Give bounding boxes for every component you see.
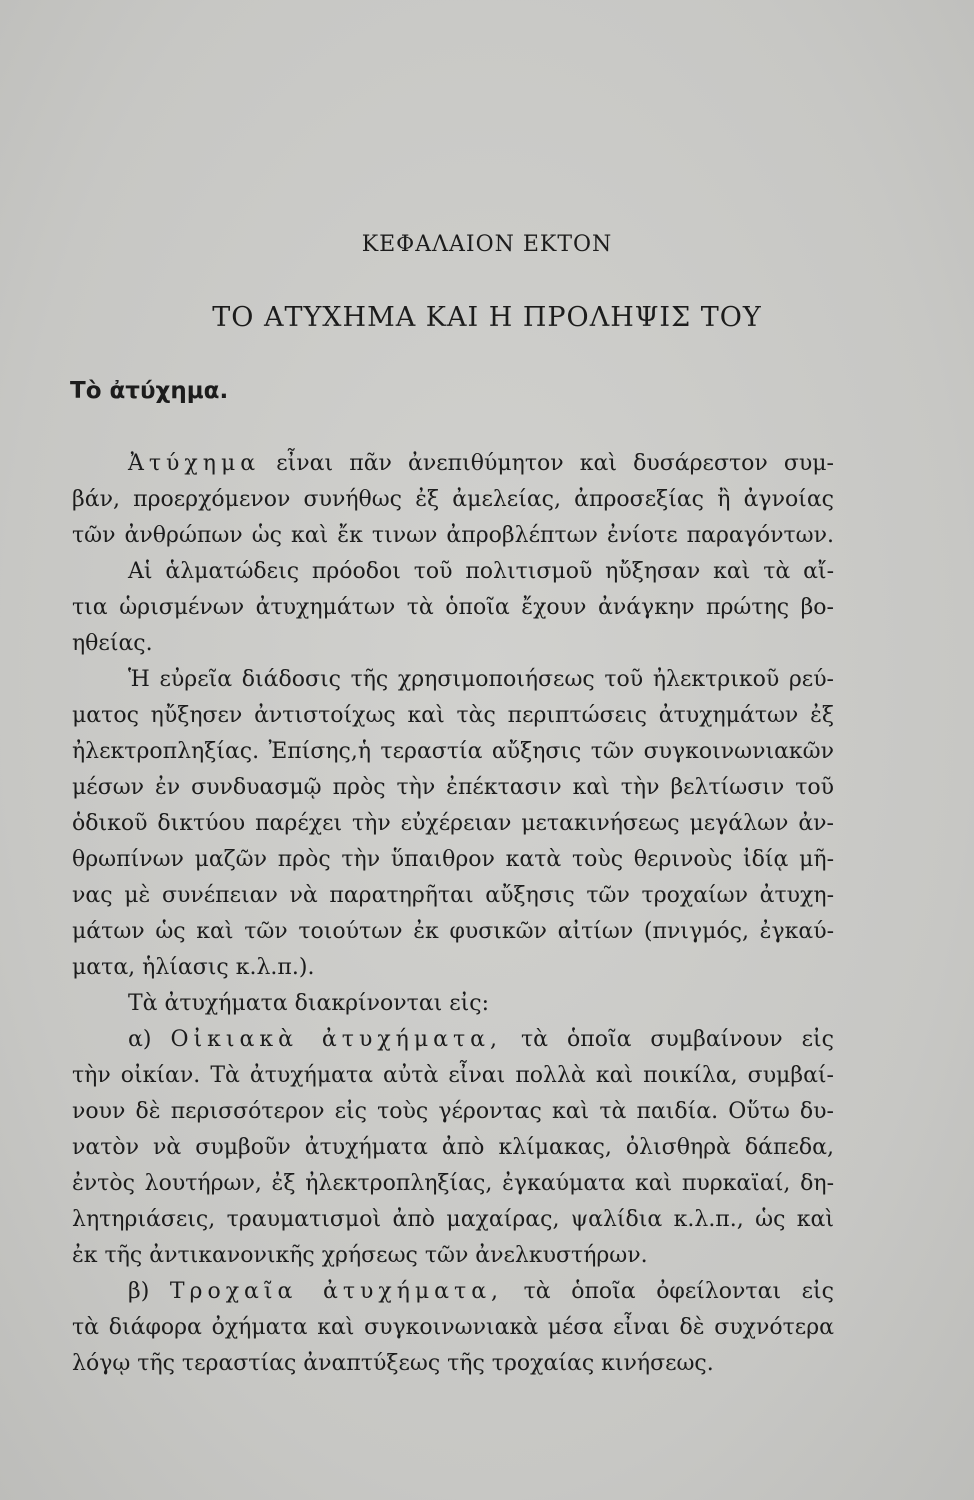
paragraph-line: τῶν ἀνθρώπων ὡς καὶ ἔκ τινων ἀπροβλέπτων ἐνίοτε παραγόντων. xyxy=(72,523,834,548)
paragraph-line: μάτων ὡς καὶ τῶν τοιούτων ἐκ φυσικῶν αἰτίων (πνιγμός, ἐγκαύ- xyxy=(72,919,834,944)
paragraph-line: ηθείας. xyxy=(72,631,153,656)
paragraph-line: λητηριάσεις, τραυματισμοὶ ἀπὸ μαχαίρας, ψαλίδια κ.λ.π., ὡς καὶ xyxy=(72,1207,834,1232)
emphasized-term: Τροχαῖα ἀτυχήματα, xyxy=(169,1279,504,1304)
paragraph-line: ματος ηὔξησεν ἀντιστοίχως καὶ τὰς περιπτώσεις ἀτυχημάτων ἐξ xyxy=(72,703,834,728)
emphasized-term: Οἰκιακὰ ἀτυχήματα, xyxy=(170,1027,503,1052)
paragraph-line: νας μὲ συνέπειαν νὰ παρατηρῆται αὔξησις τῶν τροχαίων ἀτυχη- xyxy=(72,883,834,908)
paragraph-line: β) Τροχαῖα ἀτυχήματα, τὰ ὁποῖα ὀφείλονται εἰς xyxy=(128,1279,834,1304)
paragraph-line: μέσων ἐν συνδυασμῷ πρὸς τὴν ἐπέκτασιν καὶ τὴν βελτίωσιν τοῦ xyxy=(72,775,834,800)
paragraph-line: Ἀτύχημα εἶναι πᾶν ἀνεπιθύμητον καὶ δυσάρεστον συμ- xyxy=(128,451,834,476)
list-marker: α) xyxy=(128,1027,152,1052)
paragraph-line: Αἱ ἁλματώδεις πρόοδοι τοῦ πολιτισμοῦ ηὔξησαν καὶ τὰ αἴ- xyxy=(128,559,834,584)
paragraph-line: τὴν οἰκίαν. Τὰ ἀτυχήματα αὐτὰ εἶναι πολλὰ καὶ ποικίλα, συμβαί- xyxy=(72,1063,834,1088)
paragraph-line: νουν δὲ περισσότερον εἰς τοὺς γέροντας καὶ τὰ παιδία. Οὕτω δυ- xyxy=(72,1099,834,1124)
paragraph-line: α) Οἰκιακὰ ἀτυχήματα, τὰ ὁποῖα συμβαίνουν εἰς xyxy=(128,1027,834,1052)
paragraph-line: βάν, προερχόμενον συνήθως ἐξ ἀμελείας, ἀπροσεξίας ἢ ἀγνοίας xyxy=(72,487,834,512)
paragraph-line: ἐντὸς λουτήρων, ἐξ ἠλεκτροπληξίας, ἐγκαύματα καὶ πυρκαϊαί, δη- xyxy=(72,1171,834,1196)
paragraph-line: Τὰ ἀτυχήματα διακρίνονται εἰς: xyxy=(128,991,490,1016)
section-heading: Τὸ ἀτύχημα. xyxy=(70,378,229,404)
paragraph-line: ἠλεκτροπληξίας. Ἐπίσης,ἡ τεραστία αὔξησις τῶν συγκοινωνιακῶν xyxy=(72,739,834,764)
chapter-heading: ΚΕΦΑΛΑΙΟΝ ΕΚΤΟΝ xyxy=(361,232,613,257)
paragraph-line: νατὸν νὰ συμβοῦν ἀτυχήματα ἀπὸ κλίμακας, ὀλισθηρὰ δάπεδα, xyxy=(72,1135,834,1160)
paragraph-line: ἐκ τῆς ἀντικανονικῆς χρήσεως τῶν ἀνελκυστήρων. xyxy=(72,1243,648,1268)
paragraph-line: τια ὡρισμένων ἀτυχημάτων τὰ ὁποῖα ἔχουν ἀνάγκην πρώτης βο- xyxy=(72,595,834,620)
paragraph-line: Ἡ εὐρεῖα διάδοσις τῆς χρησιμοποιήσεως τοῦ ἠλεκτρικοῦ ρεύ- xyxy=(128,667,834,692)
paragraph-line: ματα, ἡλίασις κ.λ.π.). xyxy=(72,955,315,980)
paragraph-line: λόγῳ τῆς τεραστίας ἀναπτύξεως τῆς τροχαίας κινήσεως. xyxy=(72,1351,714,1376)
paragraph-line: θρωπίνων μαζῶν πρὸς τὴν ὕπαιθρον κατὰ τοὺς θερινοὺς ἰδίᾳ μῆ- xyxy=(72,847,834,872)
emphasized-term: Ἀτύχημα xyxy=(128,451,261,476)
paragraph-line: ὁδικοῦ δικτύου παρέχει τὴν εὐχέρειαν μετακινήσεως μεγάλων ἀν- xyxy=(72,811,834,836)
list-marker: β) xyxy=(128,1279,150,1304)
paragraph-line: τὰ διάφορα ὀχήματα καὶ συγκοινωνιακὰ μέσα εἶναι δὲ συχνότερα xyxy=(72,1315,834,1340)
chapter-title: ΤΟ ΑΤΥΧΗΜΑ ΚΑΙ Η ΠΡΟΛΗΨΙΣ ΤΟΥ xyxy=(212,302,762,333)
